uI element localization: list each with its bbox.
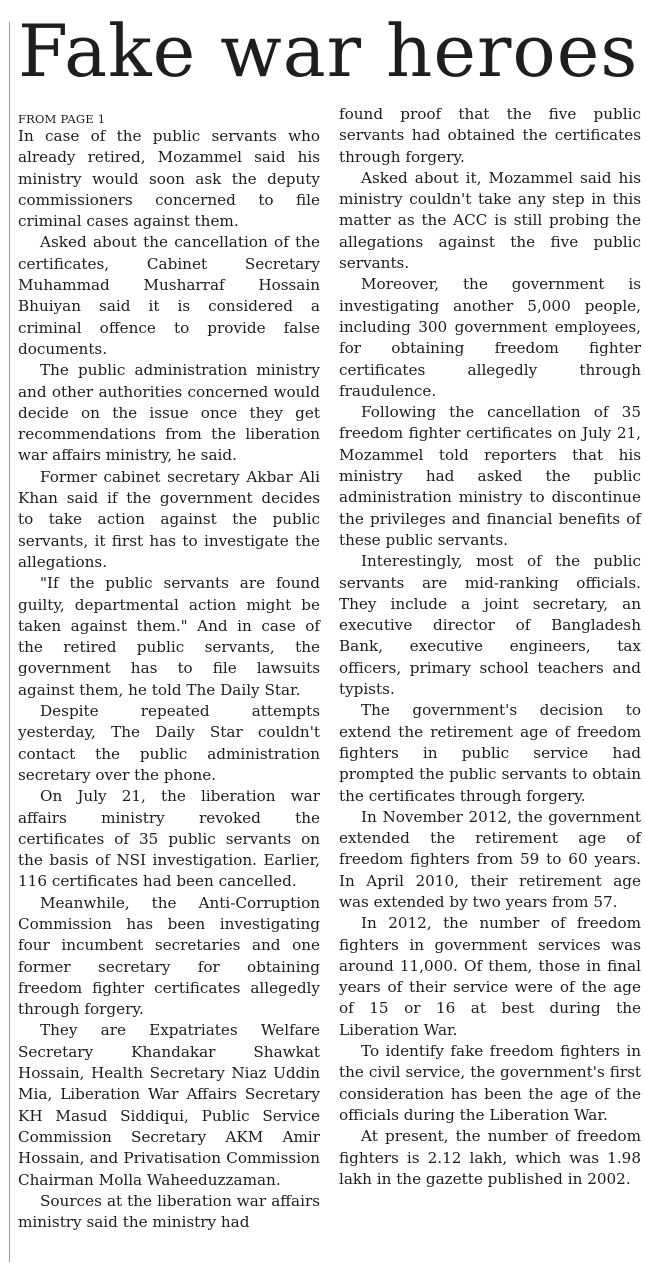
- paragraph: At present, the number of freedom fighters is 2.12 lakh, which was 1.98 lakh in the gazette published in 2002.: [339, 1127, 641, 1188]
- paragraph: Meanwhile, the Anti-Corruption Commission has been investigating four incumbent secretaries and one former secretary for obtaining freedom fighter certificates allegedly through forgery.: [18, 893, 320, 1019]
- paragraph: The public administration ministry and other authorities concerned would decide on the issue once they get recommendations from the liberation war affairs ministry, he said.: [18, 361, 320, 465]
- paragraph: To identify fake freedom fighters in the civil service, the government's first consideration has been the age of the officials during the Liberation War.: [339, 1042, 641, 1124]
- continuation-kicker: FROM PAGE 1: [18, 112, 106, 126]
- paragraph: In 2012, the number of freedom fighters in government services was around 11,000. Of them, those in final years of their service were of the age of 15 or 16 at best during the Liberation War.: [339, 914, 641, 1039]
- paragraph: Former cabinet secretary Akbar Ali Khan said if the government decides to take action against the public servants, it first has to investigate the allegations.: [18, 467, 320, 571]
- right-column: [339, 104, 641, 1190]
- paragraph: They are Expatriates Welfare Secretary Khandakar Shawkat Hossain, Health Secretary Niaz Uddin Mia, Liberation War Affairs Secretary KH Masud Siddiqui, Public Service Commission Secretary AKM Amir Hossain, and Privatisation Commission Chairman Molla Waheeduzzaman.: [18, 1021, 320, 1189]
- paragraph: "If the public servants are found guilty, departmental action might be taken against them." And in case of the retired public servants, the government has to file lawsuits against them, he told The Daily Star.: [18, 574, 320, 699]
- left-column: [18, 126, 320, 1233]
- paragraph: In case of the public servants who already retired, Mozammel said his ministry would soon ask the deputy commissioners concerned to file criminal cases against them.: [18, 127, 320, 231]
- paragraph: Moreover, the government is investigating another 5,000 people, including 300 government employees, for obtaining freedom fighter certificates allegedly through fraudulence.: [339, 275, 641, 400]
- headline: Fake war heroes: [18, 9, 639, 93]
- paragraph: In November 2012, the government extended the retirement age of freedom fighters from 59 to 60 years. In April 2010, their retirement age was extended by two years from 57.: [339, 807, 641, 911]
- paragraph: found proof that the five public servants had obtained the certificates through forgery.: [339, 105, 641, 166]
- paragraph: Interestingly, most of the public servants are mid-ranking officials. They include a joint secretary, an executive director of Bangladesh Bank, executive engineers, tax officers, primary school teachers and typists.: [339, 552, 641, 699]
- left-margin-rule: [9, 22, 10, 1262]
- paragraph: Sources at the liberation war affairs ministry said the ministry had: [18, 1191, 320, 1232]
- paragraph: The government's decision to extend the retirement age of freedom fighters in public service had prompted the public servants to obtain the certificates through forgery.: [339, 701, 641, 805]
- paragraph: Asked about the cancellation of the certificates, Cabinet Secretary Muhammad Musharraf Hossain Bhuiyan said it is considered a criminal offence to provide false documents.: [18, 233, 320, 358]
- paragraph: Following the cancellation of 35 freedom fighter certificates on July 21, Mozammel told reporters that his ministry had asked the public administration ministry to discontinue the privileges and financial benefits of these public servants.: [339, 403, 641, 549]
- paragraph: On July 21, the liberation war affairs ministry revoked the certificates of 35 public servants on the basis of NSI investigation. Earlier, 116 certificates had been cancelled.: [18, 787, 320, 891]
- paragraph: Asked about it, Mozammel said his ministry couldn't take any step in this matter as the ACC is still probing the allegations against the five public servants.: [339, 168, 641, 273]
- paragraph: Despite repeated attempts yesterday, The Daily Star couldn't contact the public administration secretary over the phone.: [18, 702, 320, 784]
